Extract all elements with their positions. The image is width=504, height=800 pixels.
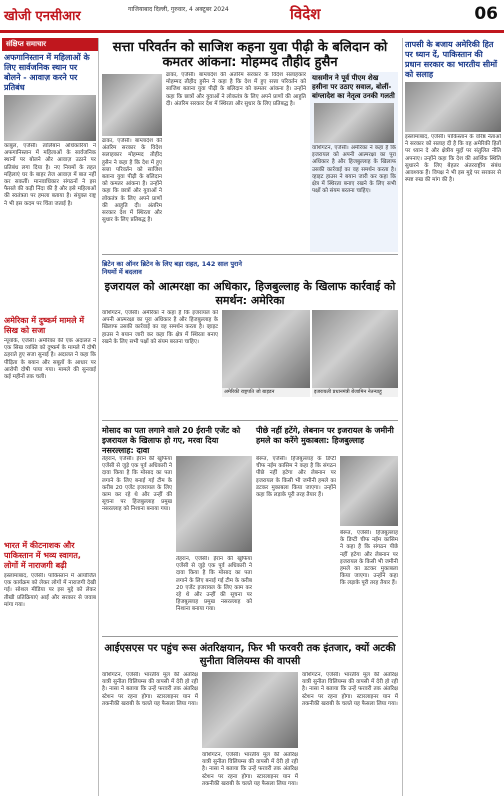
left-sub-headline-1: अमेरिका में दुष्कर्म मामले में सिख को सजा xyxy=(4,316,85,335)
iss-photo xyxy=(202,672,298,748)
mossad-story-body-cont: तेहरान, एजेंसी। ईरान की खुफिया एजेंसी से जुड़े एक पूर्व अधिकारी ने दावा किया है कि मोसाद का पता लगाने के लिए बनाई गई टीम के करीब 20 एजेंट इजरायल के लिए काम कर रहे थे और उन्हीं की सूचना पर हिजबुल्लाह प्रमुख नसरल्लाह को निशाना बनाया गया। xyxy=(176,556,252,613)
masthead-rule xyxy=(0,30,504,33)
iss-story-body-cont-2: वाशिंगटन, एजेंसी। भारतीय मूल की अंतरिक्ष यात्री सुनीता विलियम्स की वापसी में देरी हो रही है। नासा ने बताया कि उन्हें फरवरी तक अंतरिक्ष स्टेशन पर रहना होगा। स्टारलाइनर यान में तकनीकी खराबी के चलते यह फैसला लिया गया। xyxy=(302,672,398,707)
iss-story-body-cont: वाशिंगटन, एजेंसी। भारतीय मूल की अंतरिक्ष यात्री सुनीता विलियम्स की वापसी में देरी हो रही है। नासा ने बताया कि उन्हें फरवरी तक अंतरिक्ष स्टेशन पर रहना होगा। स्टारलाइनर यान में तकनीकी खराबी के चलते यह फैसला लिया गया। xyxy=(202,752,298,787)
israel-headline: इजरायल को आत्मरक्षा का अधिकार, हिजबुल्लाह के खिलाफ कार्रवाई को समर्थन: अमेरिका xyxy=(104,280,396,307)
divider xyxy=(102,254,398,255)
netanyahu-photo xyxy=(312,310,398,400)
biden-photo xyxy=(222,310,310,400)
brief-news-header: संक्षिप्त समाचार xyxy=(2,38,98,51)
left-lead-headline: अफगानिस्तान में महिलाओं के लिए सार्वजनिक स्थान पर बोलने - आवाज़ करने पर प्रतिबंध xyxy=(4,53,90,92)
biden-caption: अमेरिकी राष्ट्रपति जो बाइडन xyxy=(222,388,310,397)
israel-story-body: वाशिंगटन, एजेंसी। अमेरिका ने कहा है कि इजरायल को अपनी आत्मरक्षा का पूरा अधिकार है और हिजबुल्लाह के खिलाफ उसकी कार्रवाई का वह समर्थन करता है। व्हाइट हाउस ने बयान जारी कर कहा कि क्षेत्र में स्थिरता बनाए रखने के लिए सभी पक्षों को संयम बरतना चाहिए। xyxy=(102,310,218,345)
page-number: 06 xyxy=(474,4,498,24)
qassem-photo xyxy=(340,456,398,526)
section-title: विदेश xyxy=(290,5,321,23)
divider xyxy=(102,636,398,637)
left-sub-body-1: न्यूयॉर्क, एजेंसी। अमेरिका की एक अदालत ने एक सिख व्यक्ति को दुष्कर्म के मामले में दोषी ठहराते हुए सजा सुनाई है। अदालत ने कहा कि पीड़िता के बयान और सबूतों के आधार पर आरोपी दोषी पाया गया। मामले की सुनवाई कई महीनों तक चली। xyxy=(4,338,96,381)
left-column xyxy=(2,38,99,796)
iss-headline: आईएसएस पर पहुंच रूस अंतरिक्षयान, फिर भी फरवरी तक इंतजार, क्यों अटकी सुनीता विलियम्स की वापसी xyxy=(104,643,396,667)
hezbollah-story-body: बेरूत, एजेंसी। हिजबुल्लाह के डिप्टी चीफ नईम कासिम ने कहा है कि संगठन पीछे नहीं हटेगा और लेबनान पर इजरायल के किसी भी जमीनी हमले का डटकर मुकाबला किया जाएगा। उन्होंने कहा कि लड़ाके पूरी तरह तैयार हैं। xyxy=(256,456,336,499)
netanyahu-caption: इजरायली प्रधानमंत्री बेंजामिन नेतन्याहू xyxy=(312,388,398,397)
mossad-headline: मोसाद का पता लगाने वाले 20 ईरानी एजेंट को इजरायल के खिलाफ हो गए, मरवा दिया नसरल्लाह: दावा xyxy=(102,426,241,455)
mossad-photo xyxy=(176,456,252,552)
lead-portrait-photo xyxy=(102,74,162,136)
issue-meta: गाजियाबाद दिल्ली, गुरुवार, 4 अक्टूबर 2024 xyxy=(128,6,229,13)
iss-story-body: वाशिंगटन, एजेंसी। भारतीय मूल की अंतरिक्ष यात्री सुनीता विलियम्स की वापसी में देरी हो रही है। नासा ने बताया कि उन्हें फरवरी तक अंतरिक्ष स्टेशन पर रहना होगा। स्टारलाइनर यान में तकनीकी खराबी के चलते यह फैसला लिया गया। xyxy=(102,672,198,707)
main-area xyxy=(102,38,398,796)
sidebar-photo xyxy=(314,103,394,143)
left-lead-body: काबुल, एजेंसी। तालिबान अधिकारियों ने अफगानिस्तान में महिलाओं के सार्वजनिक स्थानों पर बोलने और आवाज़ उठाने पर प्रतिबंध लगा दिया है। नए नियमों के तहत महिलाएं घर के बाहर तेज आवाज़ में बात नहीं कर सकतीं। मानवाधिकार संगठनों ने इस फैसले की कड़ी निंदा की है और इसे महिलाओं की स्वतंत्रता पर हमला बताया है। संयुक्त राष्ट्र ने भी इस कदम पर चिंता जताई है। xyxy=(4,143,96,207)
lead-story-body: ढाका, एजेंसी। बांग्लादेश की अंतरिम सरकार के विदेश सलाहकार मोहम्मद तौहीद हुसैन ने कहा है कि देश में हुए सत्ता परिवर्तन को साजिश बताना युवा पीढ़ी के बलिदान को कमतर आंकना है। उन्होंने कहा कि छात्रों और युवाओं ने लोकतंत्र के लिए अपने प्राणों की आहुति दी। अंतरिम सरकार देश में स्थिरता और सुधार के लिए प्रतिबद्ध है। xyxy=(166,72,306,107)
lead-photo xyxy=(4,95,96,141)
left-sub-headline-2: भारत में कीटनाशक और पाकिस्तान में भव्य स्वागत, लोगों में नाराजगी बढ़ी xyxy=(4,541,81,570)
sidebar-headline: यासमीन ने पूर्व पीएम शेख हसीना पर उठाए सवाल, बोलीं-बांग्लादेश का नेतृत्व उनकी गलती xyxy=(312,74,395,100)
lead-headline: सत्ता परिवर्तन को साजिश कहना युवा पीढ़ी के बलिदान को कमतर आंकना: मोहम्मद तौहीद हुसैन xyxy=(112,40,388,70)
lead-story-body-cont: ढाका, एजेंसी। बांग्लादेश की अंतरिम सरकार के विदेश सलाहकार मोहम्मद तौहीद हुसैन ने कहा है कि देश में हुए सत्ता परिवर्तन को साजिश बताना युवा पीढ़ी के बलिदान को कमतर आंकना है। उन्होंने कहा कि छात्रों और युवाओं ने लोकतंत्र के लिए अपने प्राणों की आहुति दी। अंतरिम सरकार देश में स्थिरता और सुधार के लिए प्रतिबद्ध है। xyxy=(102,138,162,224)
divider xyxy=(102,420,398,421)
britain-subhead: ब्रिटेन का ऑनर ब्रिटेन के लिए बड़ा राहत, 142 साल पुराने नियमों में बदलाव xyxy=(102,260,242,276)
mossad-story-body: तेहरान, एजेंसी। ईरान की खुफिया एजेंसी से जुड़े एक पूर्व अधिकारी ने दावा किया है कि मोसाद का पता लगाने के लिए बनाई गई टीम के करीब 20 एजेंट इजरायल के लिए काम कर रहे थे और उन्हीं की सूचना पर हिजबुल्लाह प्रमुख नसरल्लाह को निशाना बनाया गया। xyxy=(102,456,172,513)
newspaper-name: खोजी एनसीआर xyxy=(4,9,81,24)
right-story-body: इस्लामाबाद, एजेंसी। पाकिस्तान के वरिष्ठ नेताओं ने सरकार को सलाह दी है कि वह अमेरिकी हितों पर ध्यान दे और क्षेत्रीय मुद्दों पर संतुलित नीति अपनाए। उन्होंने कहा कि देश की आर्थिक स्थिति सुधारने के लिए बेहतर अंतरराष्ट्रीय संबंध आवश्यक हैं। विपक्ष ने भी इस मुद्दे पर सरकार से स्पष्ट रुख की मांग की है। xyxy=(405,134,501,184)
sidebar-body: वाशिंगटन, एजेंसी। अमेरिका ने कहा है कि इजरायल को अपनी आत्मरक्षा का पूरा अधिकार है और हिजबुल्लाह के खिलाफ उसकी कार्रवाई का वह समर्थन करता है। व्हाइट हाउस ने बयान जारी कर कहा कि क्षेत्र में स्थिरता बनाए रखने के लिए सभी पक्षों को संयम बरतना चाहिए। xyxy=(312,145,396,195)
sidebar-story xyxy=(310,72,398,252)
right-headline: तापसी के बजाय अमेरिकी हित पर ध्यान दें, पाकिस्तान की प्रधान सरकार का भारतीय सीमों को सलाह xyxy=(405,40,498,79)
masthead xyxy=(0,0,504,36)
hezbollah-story-body-cont: बेरूत, एजेंसी। हिजबुल्लाह के डिप्टी चीफ नईम कासिम ने कहा है कि संगठन पीछे नहीं हटेगा और लेबनान पर इजरायल के किसी भी जमीनी हमले का डटकर मुकाबला किया जाएगा। उन्होंने कहा कि लड़ाके पूरी तरह तैयार हैं। xyxy=(340,530,398,587)
right-column xyxy=(402,38,503,796)
left-sub-body-2: इस्लामाबाद, एजेंसी। पाकिस्तान में आयोजित एक कार्यक्रम को लेकर लोगों में नाराजगी देखी गई। सोशल मीडिया पर इस मुद्दे को लेकर तीखी प्रतिक्रियाएं आईं और सरकार से जवाब मांगा गया। xyxy=(4,573,96,608)
hezbollah-headline: पीछे नहीं हटेंगे, लेबनान पर इजरायल के जमीनी हमले का करेंगे मुकाबला: हिजबुल्लाह xyxy=(256,426,394,445)
right-photo xyxy=(405,82,501,132)
